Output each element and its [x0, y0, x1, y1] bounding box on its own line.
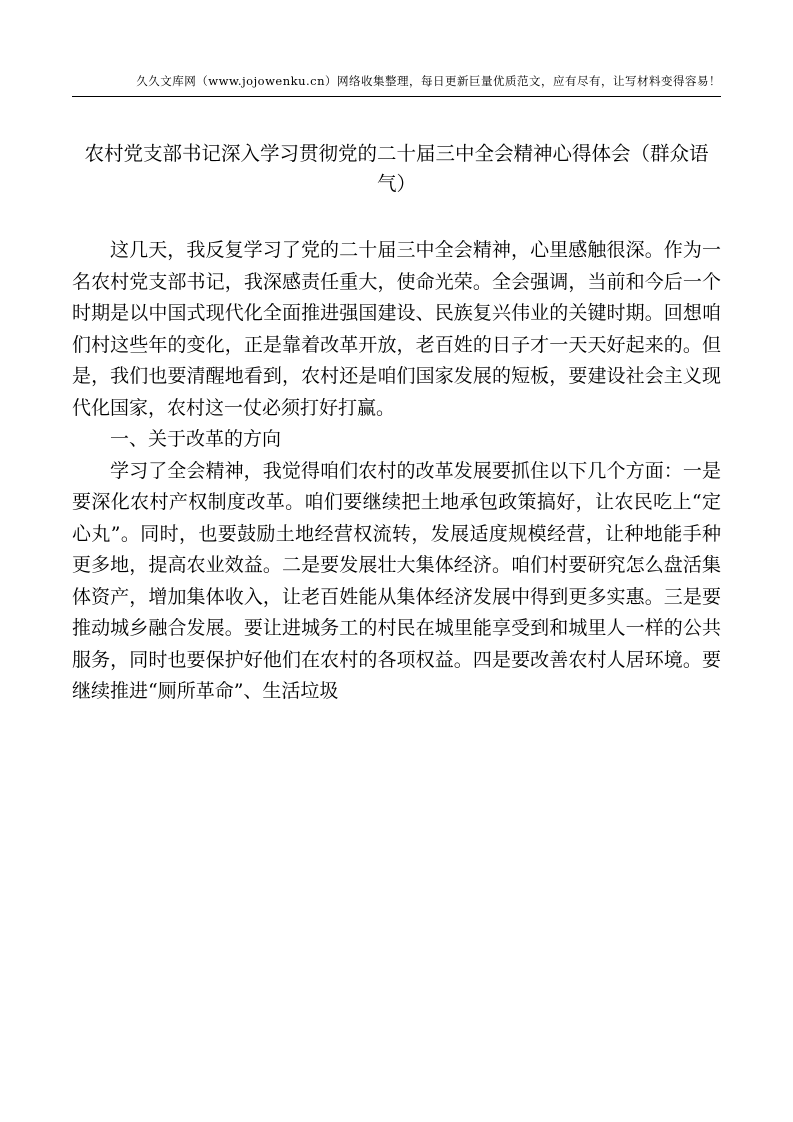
paragraph-intro: 这几天，我反复学习了党的二十届三中全会精神，心里感触很深。作为一名农村党支部书记，我深感责任重大，使命光荣。全会强调，当前和今后一个时期是以中国式现代化全面推进强国建设、民族复兴伟业的关键时期。回想咱们村这些年的变化，正是靠着改革开放，老百姓的日子才一天天好起来的。但是，我们也要清醒地看到，农村还是咱们国家发展的短板，要建设社会主义现代化国家，农村这一仗必须打好打赢。 — [72, 239, 721, 419]
section-heading: 一、关于改革的方向 — [110, 428, 282, 450]
document-title: 农村党支部书记深入学习贯彻党的二十届三中全会精神心得体会（群众语气） — [84, 142, 709, 195]
header-divider — [72, 96, 721, 97]
document-body — [72, 235, 721, 708]
page-header: 久久文库网（www.jojowenku.cn）网络收集整理，每日更新巨量优质范文，应有尽有，让写材料变得容易！ — [136, 74, 721, 88]
paragraph-reform: 学习了全会精神，我觉得咱们农村的改革发展要抓住以下几个方面：一是要深化农村产权制度改革。咱们要继续把土地承包政策搞好，让农民吃上“定心丸”。同时，也要鼓励土地经营权流转，发展适度规模经营，让种地能手种更多地，提高农业效益。二是要发展壮大集体经济。咱们村要研究怎么盘活集体资产，增加集体收入，让老百姓能从集体经济发展中得到更多实惠。三是要推动城乡融合发展。要让进城务工的村民在城里能享受到和城里人一样的公共服务，同时也要保护好他们在农村的各项权益。四是要改善农村人居环境。要继续推进“厕所革命”、生活垃圾 — [72, 459, 721, 702]
